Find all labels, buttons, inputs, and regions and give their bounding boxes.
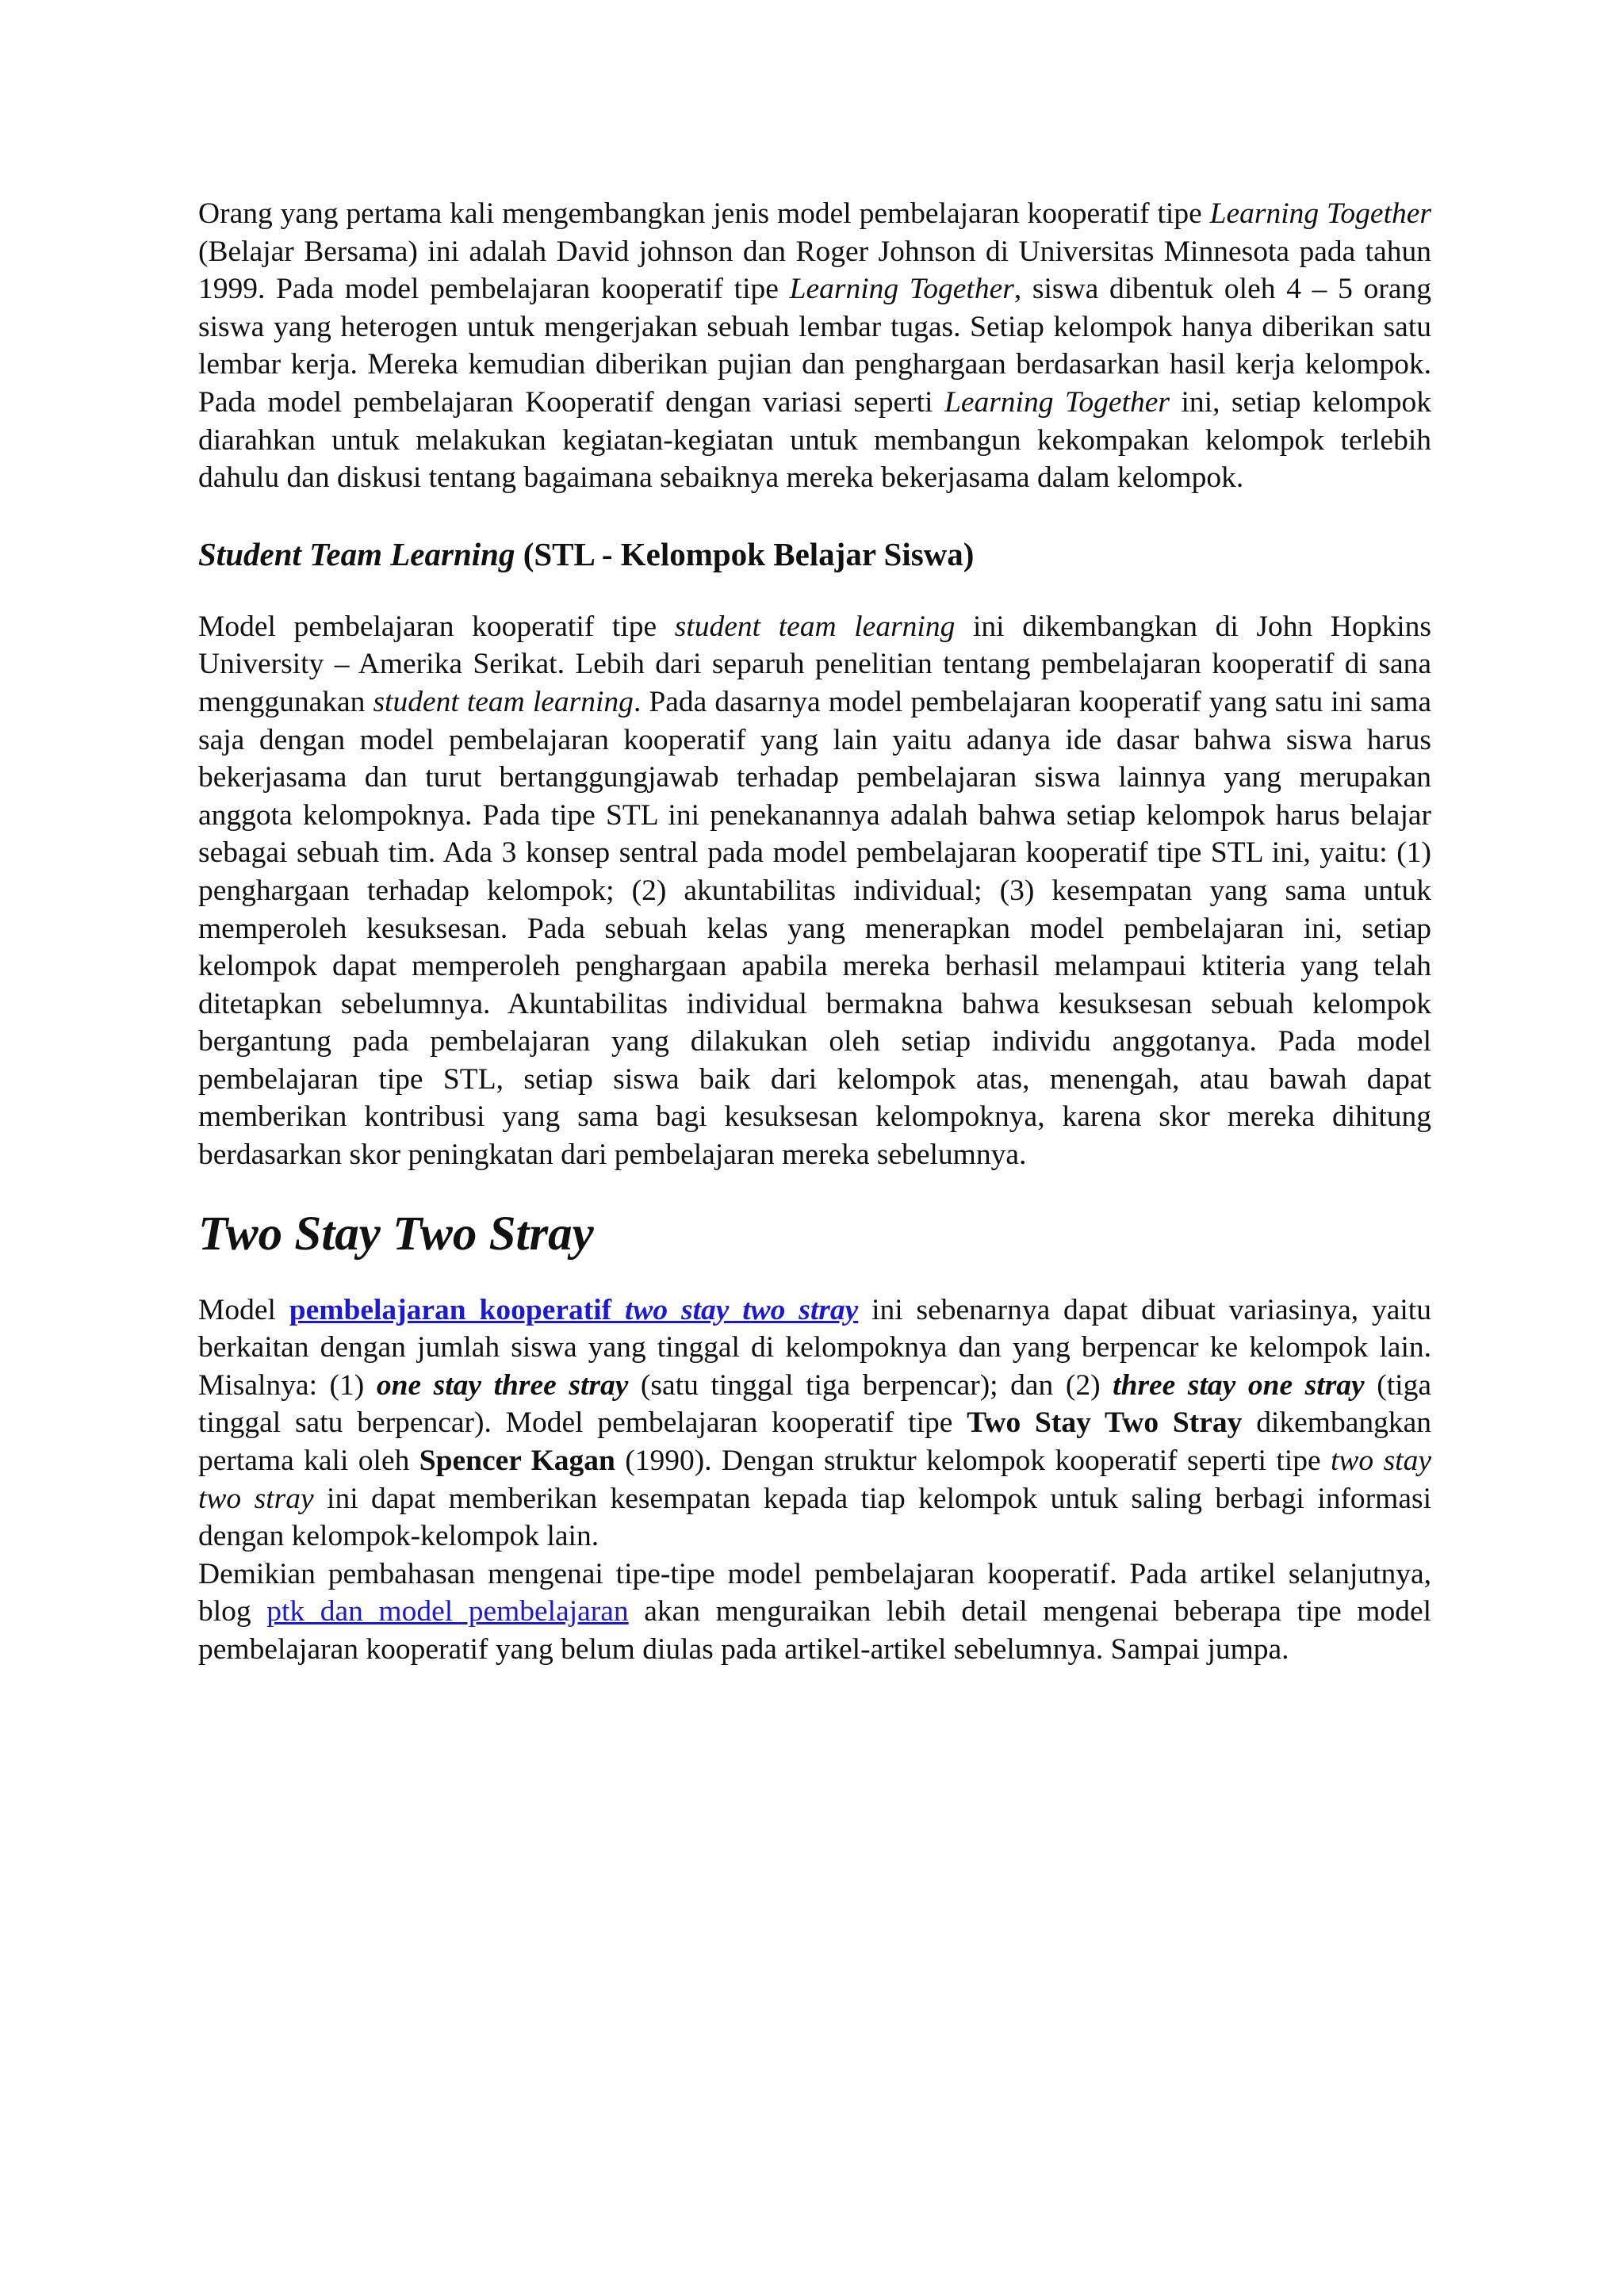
stl-heading-rest: (STL - Kelompok Belajar Siswa) — [515, 535, 975, 572]
stl-heading — [198, 534, 1431, 575]
bold-term: Spencer Kagan — [419, 1445, 615, 1478]
text-run: akan menguraikan lebih detail mengenai beberapa tipe model pembelajaran kooperatif yang belum diulas pada artikel-artikel sebelumnya. Sampai jumpa. — [198, 1595, 1432, 1666]
text-run: Model — [198, 1293, 289, 1326]
text-run: , siswa dibentuk oleh 4 – 5 orang siswa yang heterogen untuk mengerjakan sebuah lembar tugas. Setiap kelompok hanya diberikan satu lembar kerja. Mereka kemudian diberikan pujian dan penghargaan berdasarkan hasil kerja kelompok. Pada model pembelajaran Kooperatif dengan variasi seperti — [198, 273, 1431, 419]
text-run: (satu tinggal tiga berpencar); dan (2) — [628, 1368, 1113, 1402]
text-run: Orang yang pertama kali mengembangkan jenis model pembelajaran kooperatif tipe — [198, 197, 1210, 230]
text-run: dikembangkan pertama kali oleh — [198, 1406, 1431, 1478]
bold-italic-term: one stay three stray — [376, 1368, 629, 1402]
text-run: . Pada dasarnya model pembelajaran kooperatif yang satu ini sama saja dengan model pembelajaran kooperatif yang lain yaitu adanya ide dasar bahwa siswa harus bekerjasama dan turut bertanggungjawab terhadap pembelajaran siswa lainnya yang merupakan anggota kelompoknya. Pada tipe STL ini penekanannya adalah bahwa setiap kelompok harus belajar sebagai sebuah tim. Ada 3 konsep sentral pada model pembelajaran kooperatif tipe STL ini, yaitu: (1) penghargaan terhadap kelompok; (2) akuntabilitas individual; (3) kesempatan yang sama untuk memperoleh kesuksesan. Pada sebuah kelas yang menerapkan model pembelajaran ini, setiap kelompok dapat memperoleh penghargaan apabila mereka berhasil melampaui ktiteria yang telah ditetapkan sebelumnya. Akuntabilitas individual bermakna bahwa kesuksesan sebuah kelompok bergantung pada pembelajaran yang dilakukan oleh setiap individu anggotanya. Pada model pembelajaran tipe STL, setiap siswa baik dari kelompok atas, menengah, atau bawah dapat memberikan kontribusi yang sama bagi kesuksesan kelompoknya, karena skor mereka dihitung berdasarkan skor peningkatan dari pembelajaran mereka sebelumnya. — [198, 685, 1432, 1172]
text-run: ini dikembangkan di John Hopkins University – Amerika Serikat. Lebih dari separuh penelitian tentang pembelajaran kooperatif di sana menggunakan — [198, 610, 1431, 718]
text-run: Demikian pembahasan mengenai tipe-tipe model pembelajaran kooperatif. Pada artikel selanjutnya, blog — [198, 1557, 1431, 1628]
italic-term: student team learning — [674, 610, 956, 643]
italic-term: student team learning — [373, 685, 634, 718]
text-run: Model pembelajaran kooperatif tipe — [198, 610, 675, 643]
ptk-blog-link[interactable]: ptk dan model pembelajaran — [266, 1595, 629, 1628]
bold-term: Two Stay Two Stray — [967, 1406, 1243, 1440]
italic-term: two stay two stray — [198, 1445, 1431, 1515]
italic-term: Learning Together — [944, 385, 1170, 419]
stl-paragraph — [198, 608, 1431, 1174]
closing-paragraph — [198, 1556, 1431, 1669]
text-run: ini dapat memberikan kesempatan kepada tiap kelompok untuk saling berbagi informasi dengan kelompok-kelompok lain. — [198, 1482, 1431, 1553]
italic-term: Learning Together — [789, 273, 1014, 306]
bold-italic-term: three stay one stray — [1113, 1368, 1365, 1402]
document-page — [198, 195, 1431, 1669]
stl-heading-italic: Student Team Learning — [198, 535, 515, 572]
text-run: ini sebenarnya dapat dibuat variasinya, yaitu berkaitan dengan jumlah siswa yang tinggal di kelompoknya dan yang berpencar ke kelompok lain. Misalnya: (1) — [198, 1293, 1431, 1402]
link-text-bold-italic: two stay two stray — [624, 1293, 859, 1326]
italic-term: Learning Together — [1209, 197, 1431, 230]
text-run: (1990). Dengan struktur kelompok kooperatif seperti tipe — [615, 1445, 1331, 1478]
text-run: (tiga tinggal satu berpencar). Model pembelajaran kooperatif tipe — [198, 1368, 1431, 1440]
text-run: (Belajar Bersama) ini adalah David johnson dan Roger Johnson di Universitas Minnesota pada tahun 1999. Pada model pembelajaran kooperatif tipe — [198, 235, 1431, 306]
link-text-bold: pembelajaran kooperatif — [289, 1293, 625, 1326]
tsts-paragraph — [198, 1292, 1431, 1556]
intro-paragraph — [198, 195, 1431, 497]
tsts-heading: Two Stay Two Stray — [198, 1207, 594, 1261]
text-run: ini, setiap kelompok diarahkan untuk melakukan kegiatan-kegiatan untuk membangun kekompakan kelompok terlebih dahulu dan diskusi tentang bagaimana sebaiknya mereka bekerjasama dalam kelompok. — [198, 385, 1431, 495]
pembelajaran-kooperatif-link[interactable] — [289, 1294, 859, 1326]
